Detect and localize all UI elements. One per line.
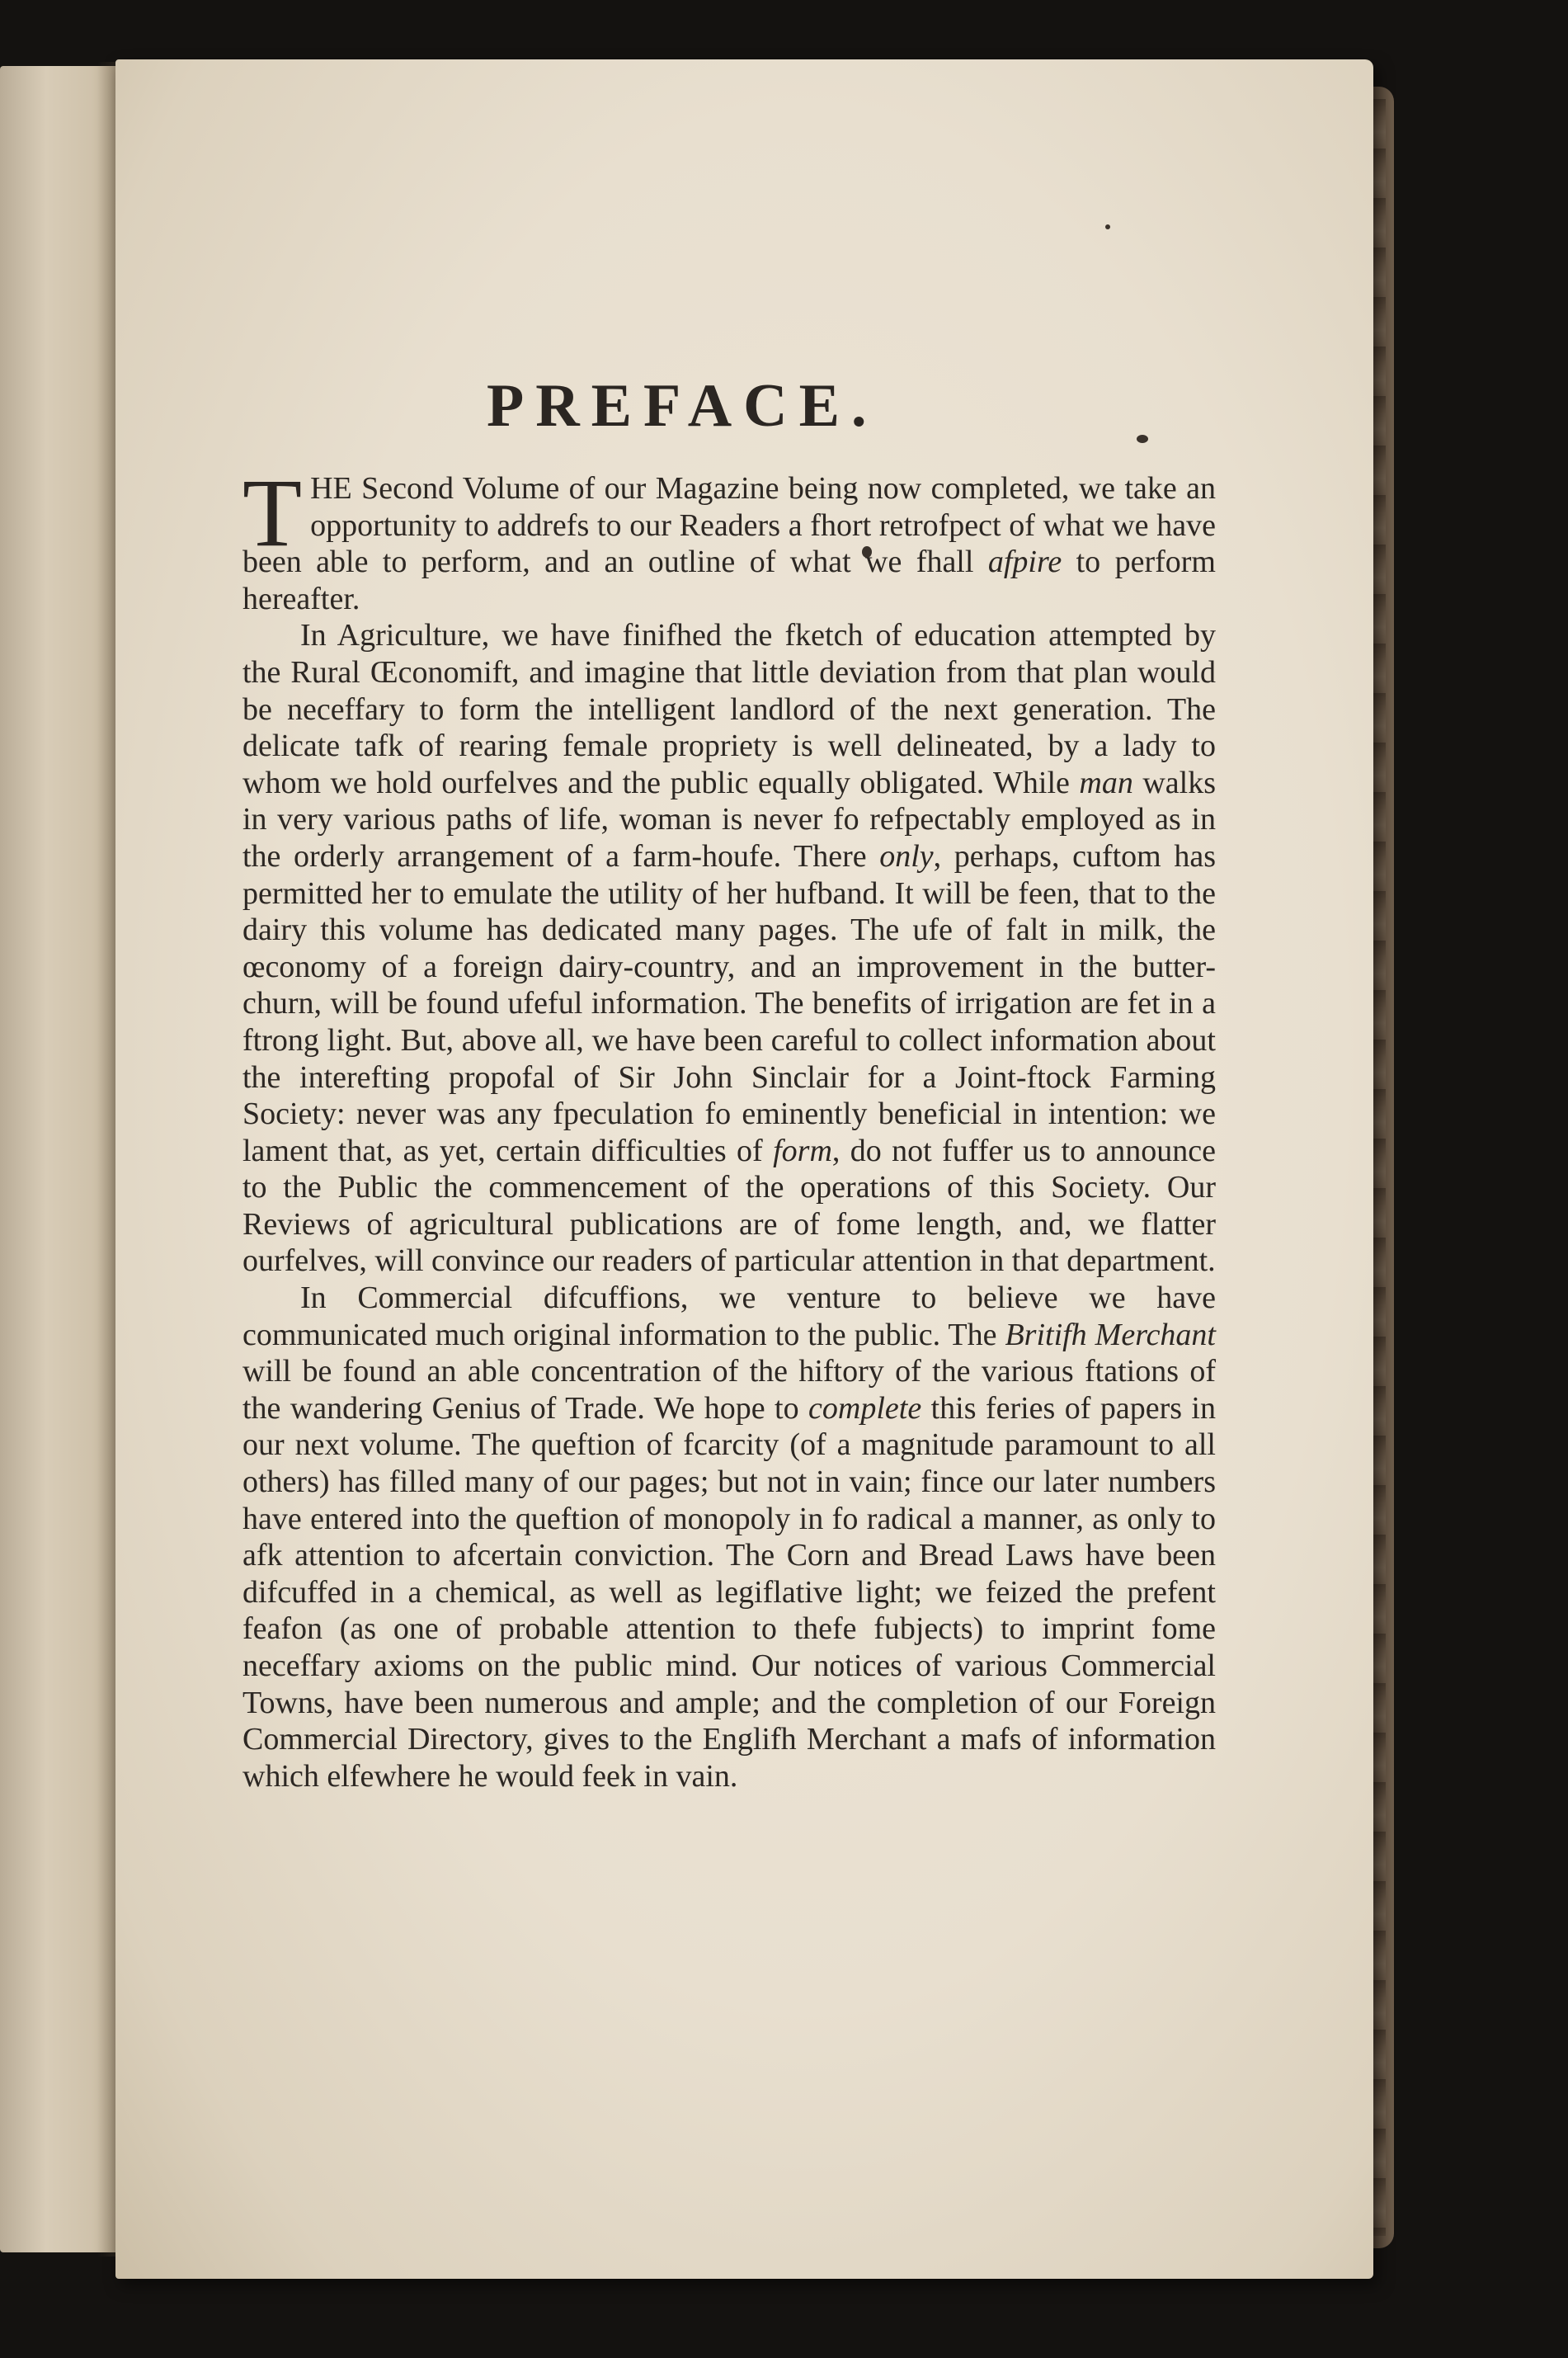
- p1-text: HE Second Volume of our Magazine being now completed, we take an opportunity to addrefs to our Readers a fhort retrofpect of what we have been able to perform, and an outline of what we fhall: [242, 471, 1216, 580]
- p2-text: In Agriculture, we have finifhed the fketch of education attempted by the Rural Œconomift, and imagine that little deviation from that plan would be neceffary to form the intelligent landlord of the next generation. The delicate tafk of rearing female propriety is well delineated, by a lady to whom we hold ourfelves and the public equally obligated. While: [242, 618, 1216, 800]
- p1-text-2: to perform hereafter.: [242, 545, 1216, 616]
- p2-italic-2: only: [879, 838, 934, 874]
- p2-text-4: , do not fuffer us to announce to the Public the commencement of the operations of this Society. Our Reviews of agricultural publications are of fome length, and, we flatter ourfelves, will convince our readers of particular attention in that department.: [242, 1133, 1216, 1279]
- p3-text-2: will be found an able concentration of the hiftory of the various ftations of the wandering Genius of Trade. We hope to: [242, 1354, 1216, 1426]
- page-title: PREFACE.: [487, 371, 878, 440]
- p1-italic-1: afpire: [987, 545, 1062, 580]
- drop-cap: T: [242, 459, 303, 567]
- p3-text-3: this feries of papers in our next volume. The queftion of fcarcity (of a magnitude paramount to all others) has filled many of our pages; but not in vain; fince our later numbers have entered into the queftion of monopoly in fo radical a manner, as only to afk attention to afcertain conviction. The Corn and Bread Laws have been difcuffed in a chemical, as well as legiflative light; we feized the prefent feafon (as one of probable attention to thefe fubjects) to imprint fome neceffary axioms on the public mind. Our notices of various Commercial Towns, have been numerous and ample; and the completion of our Foreign Commercial Directory, gives to the Englifh Merchant a mafs of information which elfewhere he would feek in vain.: [242, 1390, 1216, 1794]
- preface-body: [242, 459, 1216, 1794]
- p2-italic-3: form: [773, 1133, 832, 1168]
- paragraph-1: [242, 459, 1216, 617]
- p2-italic-1: man: [1079, 765, 1133, 800]
- p3-italic-2: complete: [808, 1390, 922, 1426]
- p3-italic-1: Britifh Merchant: [1005, 1317, 1216, 1352]
- p2-text-2: walks in very various paths of life, woman is never fo refpectably employed as in the orderly arrangement of a farm-houfe. There: [242, 765, 1216, 874]
- p3-text: In Commercial difcuffions, we venture to believe we have communicated much original information to the public. The: [242, 1280, 1216, 1352]
- paragraph-3: [242, 1280, 1216, 1794]
- p2-text-3: , perhaps, cuftom has permitted her to emulate the utility of her hufband. It will be feen, that to the dairy this volume has dedicated many pages. The ufe of falt in milk, the œconomy of a foreign dairy-country, and an improvement in the butter-churn, will be found ufeful information. The benefits of irrigation are fet in a ftrong light. But, above all, we have been careful to collect information about the interefting propofal of Sir John Sinclair for a Joint-ftock Farming Society: never was any fpeculation fo eminently beneficial in intention: we lament that, as yet, certain difficulties of: [242, 838, 1216, 1168]
- paragraph-2: [242, 617, 1216, 1280]
